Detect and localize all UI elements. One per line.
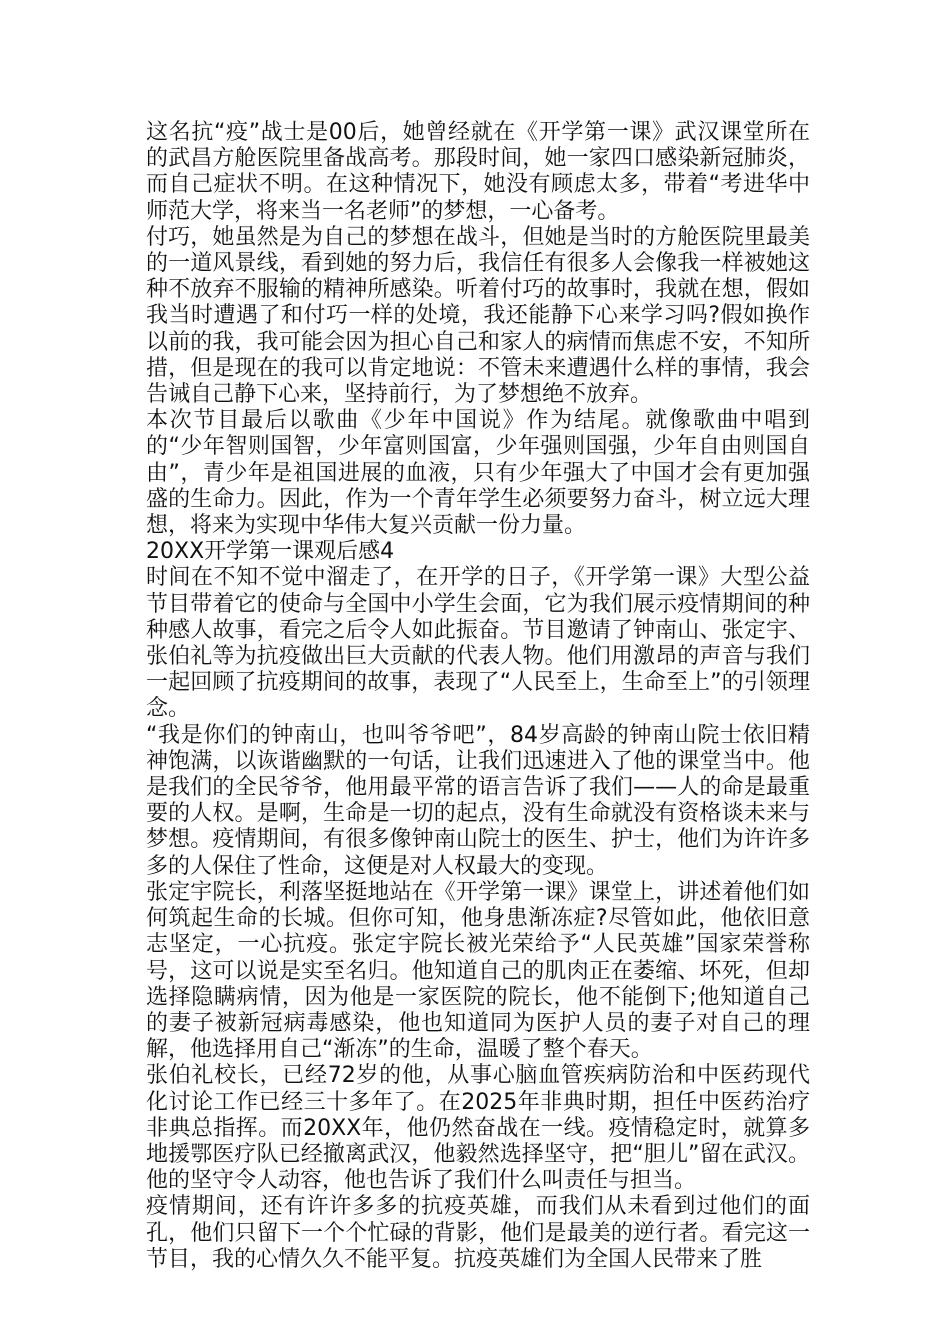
document-body bbox=[146, 120, 810, 1273]
paragraph-fu-qiao-intro: 这名抗“疫”战士是00后，她曾经就在《开学第一课》武汉课堂所在的武昌方舱医院里备战高考。那段时间，她一家四口感染新冠肺炎，而自己症状不明。在这种情况下，她没有顾虑太多，带着“考进华中师范大学，将来当一名老师”的梦想，一心备考。 bbox=[146, 120, 810, 224]
paragraph-zhang-boli: 张伯礼校长，已经72岁的他，从事心脑血管疾病防治和中医药现代化讨论工作已经三十多年了。在2025年非典时期，担任中医药治疗非典总指挥。而20XX年，他仍然奋战在一线。疫情稳定时，就算多地援鄂医疗队已经撤离武汉，他毅然选择坚守，把“胆儿”留在武汉。他的坚守令人动容，他也告诉了我们什么叫责任与担当。 bbox=[146, 1063, 810, 1194]
paragraph-zhang-dingyu: 张定宇院长，利落坚挺地站在《开学第一课》课堂上，讲述着他们如何筑起生命的长城。但你可知，他身患渐冻症?尽管如此，他依旧意志坚定，一心抗疫。张定宇院长被光荣给予“人民英雄”国家荣誉称号，这可以说是实至名归。他知道自己的肌肉正在萎缩、坏死，但却选择隐瞒病情，因为他是一家医院的院长，他不能倒下;他知道自己的妻子被新冠病毒感染，他也知道同为医护人员的妻子对自己的理解，他选择用自己“渐冻”的生命，温暖了整个春天。 bbox=[146, 879, 810, 1063]
paragraph-program-intro: 时间在不知不觉中溜走了，在开学的日子，《开学第一课》大型公益节目带着它的使命与全国中小学生会面，它为我们展示疫情期间的种种感人故事，看完之后令人如此振奋。节目邀请了钟南山、张定宇、张伯礼等为抗疫做出巨大贡献的代表人物。他们用激昂的声音与我们一起回顾了抗疫期间的故事，表现了“人民至上，生命至上”的引领理念。 bbox=[146, 565, 810, 722]
paragraph-heroes: 疫情期间，还有许许多多的抗疫英雄，而我们从未看到过他们的面孔，他们只留下一个个忙碌的背影，他们是最美的逆行者。看完这一节目，我的心情久久不能平复。抗疫英雄们为全国人民带来了胜 bbox=[146, 1194, 810, 1272]
paragraph-song-ending: 本次节目最后以歌曲《少年中国说》作为结尾。就像歌曲中唱到的“少年智则国智，少年富则国富，少年强则国强，少年自由则国自由”，青少年是祖国进展的血液，只有少年强大了中国才会有更加强盛的生命力。因此，作为一个青年学生必须要努力奋斗，树立远大理想，将来为实现中华伟大复兴贡献一份力量。 bbox=[146, 408, 810, 539]
paragraph-fu-qiao-reflection: 付巧，她虽然是为自己的梦想在战斗，但她是当时的方舱医院里最美的一道风景线，看到她的努力后，我信任有很多人会像我一样被她这种不放弃不服输的精神所感染。听着付巧的故事时，我就在想，假如我当时遭遇了和付巧一样的处境，我还能静下心来学习吗?假如换作以前的我，我可能会因为担心自己和家人的病情而焦虑不安，不知所措，但是现在的我可以肯定地说：不管未来遭遇什么样的事情，我会告诫自己静下心来，坚持前行，为了梦想绝不放弃。 bbox=[146, 224, 810, 408]
paragraph-zhong-nanshan: “我是你们的钟南山，也叫爷爷吧”，84岁高龄的钟南山院士依旧精神饱满，以诙谐幽默的一句话，让我们迅速进入了他的课堂当中。他是我们的全民爷爷，他用最平常的语言告诉了我们——人的命是最重要的人权。是啊，生命是一切的起点，没有生命就没有资格谈未来与梦想。疫情期间，有很多像钟南山院士的医生、护士，他们为许许多多的人保住了性命，这便是对人权最大的变现。 bbox=[146, 722, 810, 879]
section-heading: 20XX开学第一课观后感4 bbox=[146, 539, 395, 565]
